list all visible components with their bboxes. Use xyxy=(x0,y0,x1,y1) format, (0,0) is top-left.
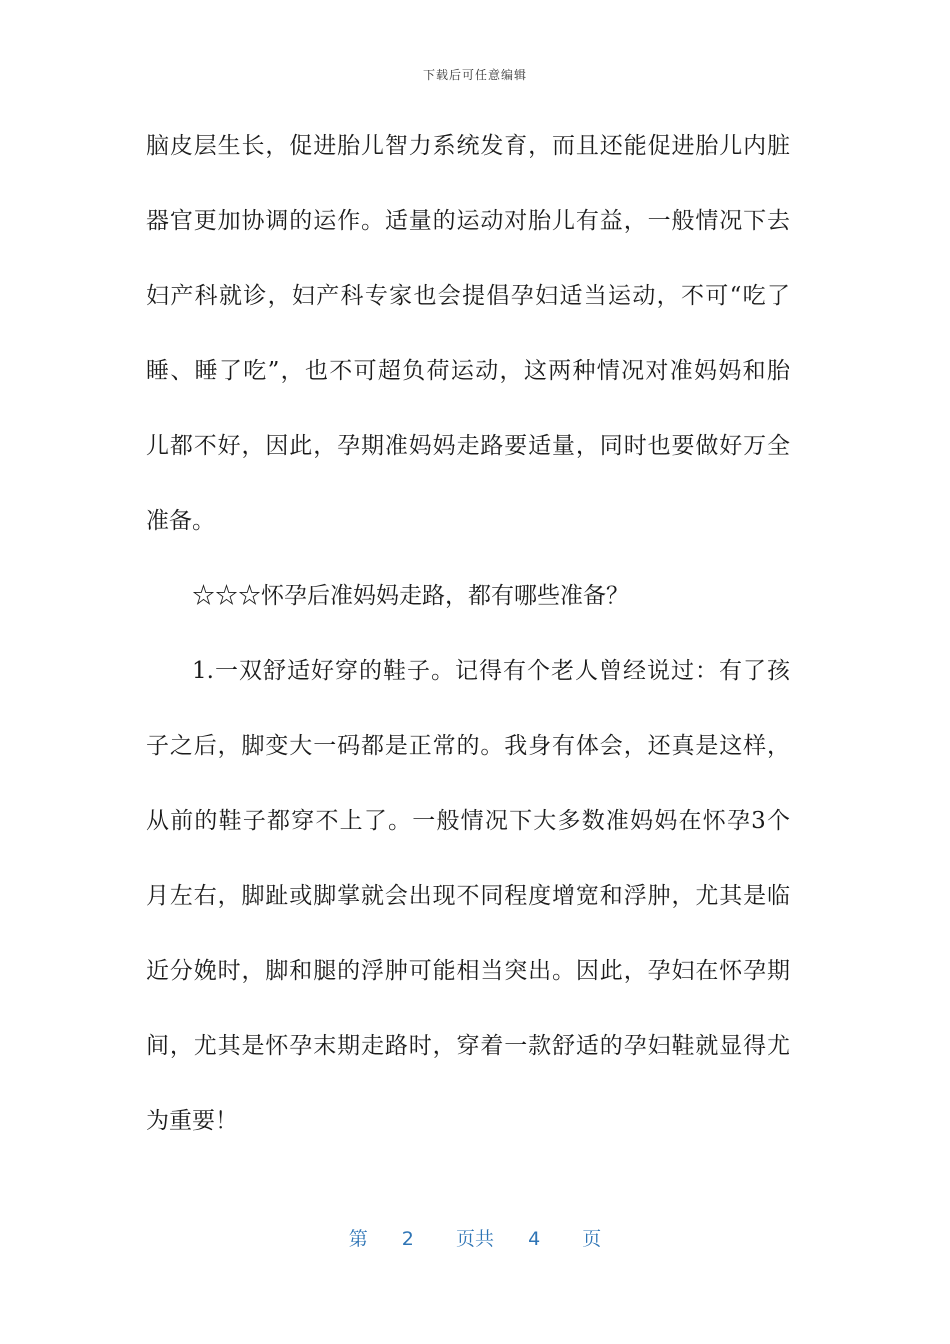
paragraph-line: 为重要！ xyxy=(146,1108,238,1134)
paragraph-line: 睡、睡了吃”，也不可超负荷运动，这两种情况对准妈妈和胎 xyxy=(146,358,790,384)
footer-prefix: 第 xyxy=(348,1228,368,1250)
header-note: 下载后可任意编辑 xyxy=(422,68,527,82)
page-footer xyxy=(0,1224,950,1251)
paragraph-line: 子之后，脚变大一码都是正常的。我身有体会，还真是这样， xyxy=(146,733,790,759)
paragraph-line: 间，尤其是怀孕末期走路时，穿着一款舒适的孕妇鞋就显得尤 xyxy=(146,1033,790,1059)
footer-total-pages: 4 xyxy=(528,1228,541,1250)
paragraph-line: 器官更加协调的运作。适量的运动对胎儿有益，一般情况下去 xyxy=(146,208,790,234)
paragraph-line: 准备。 xyxy=(146,508,215,534)
body-text xyxy=(146,121,790,1171)
footer-middle: 页共 xyxy=(455,1228,494,1250)
paragraph-line: 月左右，脚趾或脚掌就会出现不同程度增宽和浮肿，尤其是临 xyxy=(146,883,790,909)
paragraph-line: 1.一双舒适好穿的鞋子。记得有个老人曾经说过：有了孩 xyxy=(192,658,790,684)
footer-current-page: 2 xyxy=(401,1228,414,1250)
paragraph-line: 脑皮层生长，促进胎儿智力系统发育，而且还能促进胎儿内脏 xyxy=(146,133,790,159)
section-heading: ☆☆☆怀孕后准妈妈走路，都有哪些准备？ xyxy=(192,583,629,609)
paragraph-line: 妇产科就诊，妇产科专家也会提倡孕妇适当运动，不可“吃了 xyxy=(146,283,790,309)
paragraph-line: 近分娩时，脚和腿的浮肿可能相当突出。因此，孕妇在怀孕期 xyxy=(146,958,790,984)
paragraph-line: 从前的鞋子都穿不上了。一般情况下大多数准妈妈在怀孕3个 xyxy=(146,808,790,834)
paragraph-line: 儿都不好，因此，孕期准妈妈走路要适量，同时也要做好万全 xyxy=(146,433,790,459)
footer-suffix: 页 xyxy=(582,1228,602,1250)
